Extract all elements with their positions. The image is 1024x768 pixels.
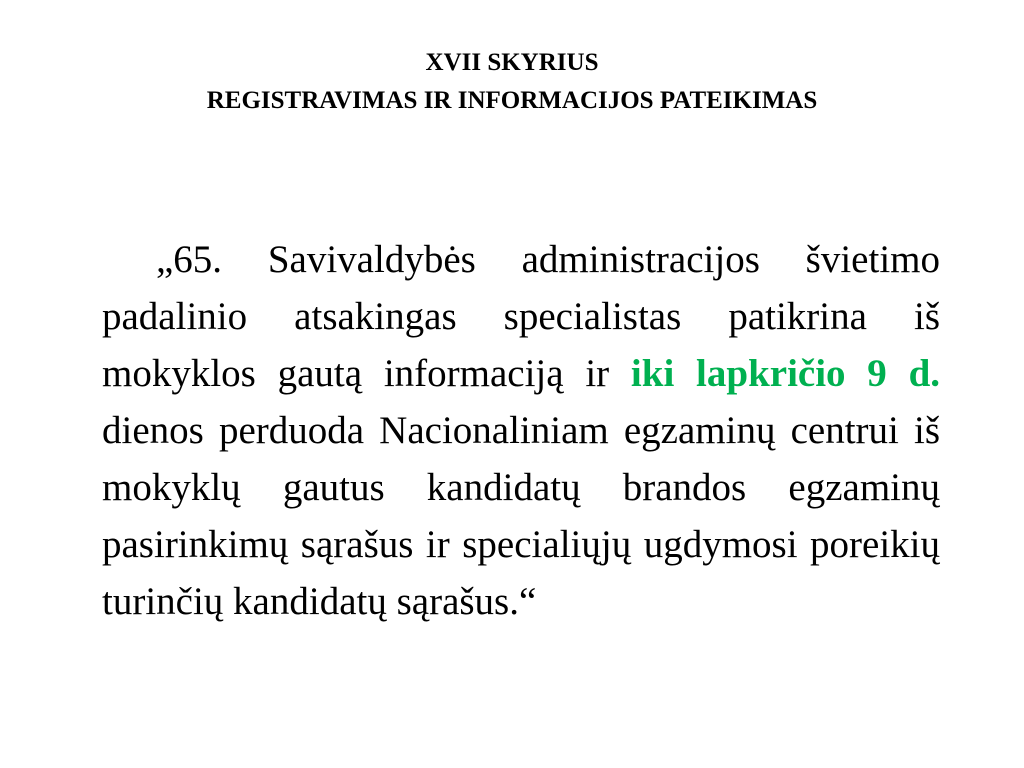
- article-paragraph: [102, 231, 940, 630]
- paragraph-text-after: dienos perduoda Nacionaliniam egzaminų centrui iš mokyklų gautus kandidatų brandos egzaminų pasirinkimų sąrašus ir specialiųjų ugdymosi poreikių turinčių kandidatų sąrašus.“: [102, 409, 940, 623]
- paragraph-text-before: „65. Savivaldybės administracijos švietimo padalinio atsakingas specialistas patikrina iš mokyklos gautą informaciją ir: [102, 238, 940, 395]
- chapter-title: REGISTRAVIMAS IR INFORMACIJOS PATEIKIMAS: [206, 87, 818, 114]
- chapter-heading: [0, 44, 1024, 120]
- chapter-number: XVII SKYRIUS: [425, 49, 599, 76]
- deadline-highlight: iki lapkričio 9 d.: [630, 352, 941, 395]
